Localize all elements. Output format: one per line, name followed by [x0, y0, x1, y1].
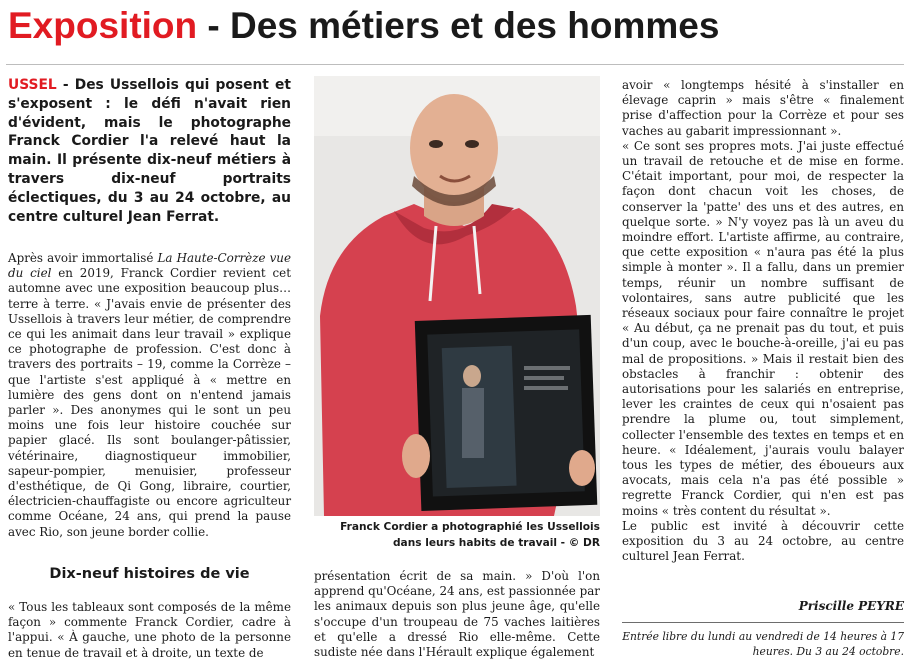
author-signature: Priscille PEYRE	[798, 599, 904, 613]
column-2-body	[314, 569, 600, 660]
col1-p1-start: Après avoir immortalisé	[8, 251, 158, 265]
subheading: Dix-neuf histoires de vie	[49, 566, 250, 582]
column-1-body	[8, 251, 291, 540]
lead-text: - Des Ussellois qui posent et s'exposent : le défi n'avait rien d'évident, mais le photographe Franck Cordier l'a relevé haut la main. Il présente dix-neuf métiers à travers dix-neuf portraits éclectiques, du 3 au 24 octobre, au centre culturel Jean Ferrat.	[8, 77, 291, 225]
portrait-photo	[314, 76, 600, 516]
col1-paragraph-1	[8, 251, 291, 540]
col1-paragraph-2: « Tous les tableaux sont composés de la même façon » commente Franck Cordier, cadre à l'appui. « À gauche, une photo de la personne en tenue de travail et à droite, un texte de	[8, 600, 291, 660]
column-3-body	[622, 78, 904, 565]
lead-place: USSEL	[8, 77, 57, 93]
practical-info: Entrée libre du lundi au vendredi de 14 heures à 17 heures. Du 3 au 24 octobre.	[622, 630, 904, 658]
headline-rest: - Des métiers et des hommes	[197, 5, 720, 46]
portrait-illustration	[314, 76, 600, 516]
author-rule	[622, 622, 904, 623]
col3-paragraph-1: avoir « longtemps hésité à s'installer en élevage caprin » mais s'être « finalement prise d'affection pour la Corrèze et pour ses vaches au gabarit impressionnant ».	[622, 78, 904, 138]
column-1-continued	[8, 600, 291, 661]
col3-paragraph-3: Le public est invité à découvrir cette exposition du 3 au 24 octobre, au centre culturel Jean Ferrat.	[622, 518, 904, 564]
headline-rule	[6, 64, 904, 65]
photo-caption: Franck Cordier a photographié les Ussellois dans leurs habits de travail - © DR	[340, 521, 600, 549]
lead-paragraph	[8, 76, 291, 226]
col3-paragraph-2: « Ce sont ses propres mots. J'ai juste effectué un travail de retouche et de mise en forme. C'était important, pour moi, de respecter la façon dont chacun voit les choses, de conserver la 'patte' des uns et des autres, en quelque sorte. » N'y voyez pas là un aveu du moindre effort. L'artiste affirme, au contraire, que cette exposition « n'aura pas été la plus simple à monter ». Il a fallu, dans un premier temps, réunir un nombre suffisant de volontaires, sans autre publicité que les réseaux sociaux pour faire connaître le projet « Au début, ça ne prenait pas du tout, et puis d'un coup, avec le bouche-à-oreille, j'ai eu pas mal de propositions. » Mais il restait bien des obstacles à franchir : obtenir des autorisations pour les salariés en entreprise, lever les craintes de ceux qui n'osaient pas prendre la plume ou, tout simplement, collecter l'ensemble des textes en temps et en heure. « Idéalement, j'aurais voulu balayer tous les types de métier, des éboueurs aux avocats, mais cela n'a pas été possible » regrette Franck Cordier, qui n'en est pas moins « très content du résultat ».	[622, 138, 904, 518]
headline-red: Exposition	[8, 5, 198, 46]
col1-book-title: La Haute-Corrèze vue du ciel	[8, 251, 292, 281]
headline	[8, 2, 908, 50]
col2-paragraph-1: présentation écrit de sa main. » D'où l'on apprend qu'Océane, 24 ans, est passionnée par les animaux depuis son plus jeune âge, qu'elle s'occupe d'un troupeau de 75 vaches laitières et qu'elle a dressé Rio elle-même. Cette sudiste née dans l'Hérault explique également	[314, 569, 600, 660]
col1-p1-rest: en 2019, Franck Cordier revient cet automne avec une exposition beaucoup plus… terre à terre. « J'avais envie de présenter des Ussellois à travers leur métier, de comprendre ce qui les animait dans leur travail » explique ce photographe de profession. C'est donc à travers des portraits – 19, comme la Corrèze – que l'artiste s'est appliqué à « mettre en lumière des gens dont on n'entend jamais parler ». Des anonymes qui le sont un peu moins une fois leur histoire couchée sur papier glacé. Ils sont boulanger-pâtissier, vétérinaire, diagnostiqueur immobilier, sapeur-pompier, menuisier, professeur d'esthétique, de Qi Gong, libraire, courtier, électricien-chauffagiste ou encore agriculteur comme Océane, 24 ans, qui prend la pause avec Rio, son jeune border collie.	[8, 266, 291, 539]
